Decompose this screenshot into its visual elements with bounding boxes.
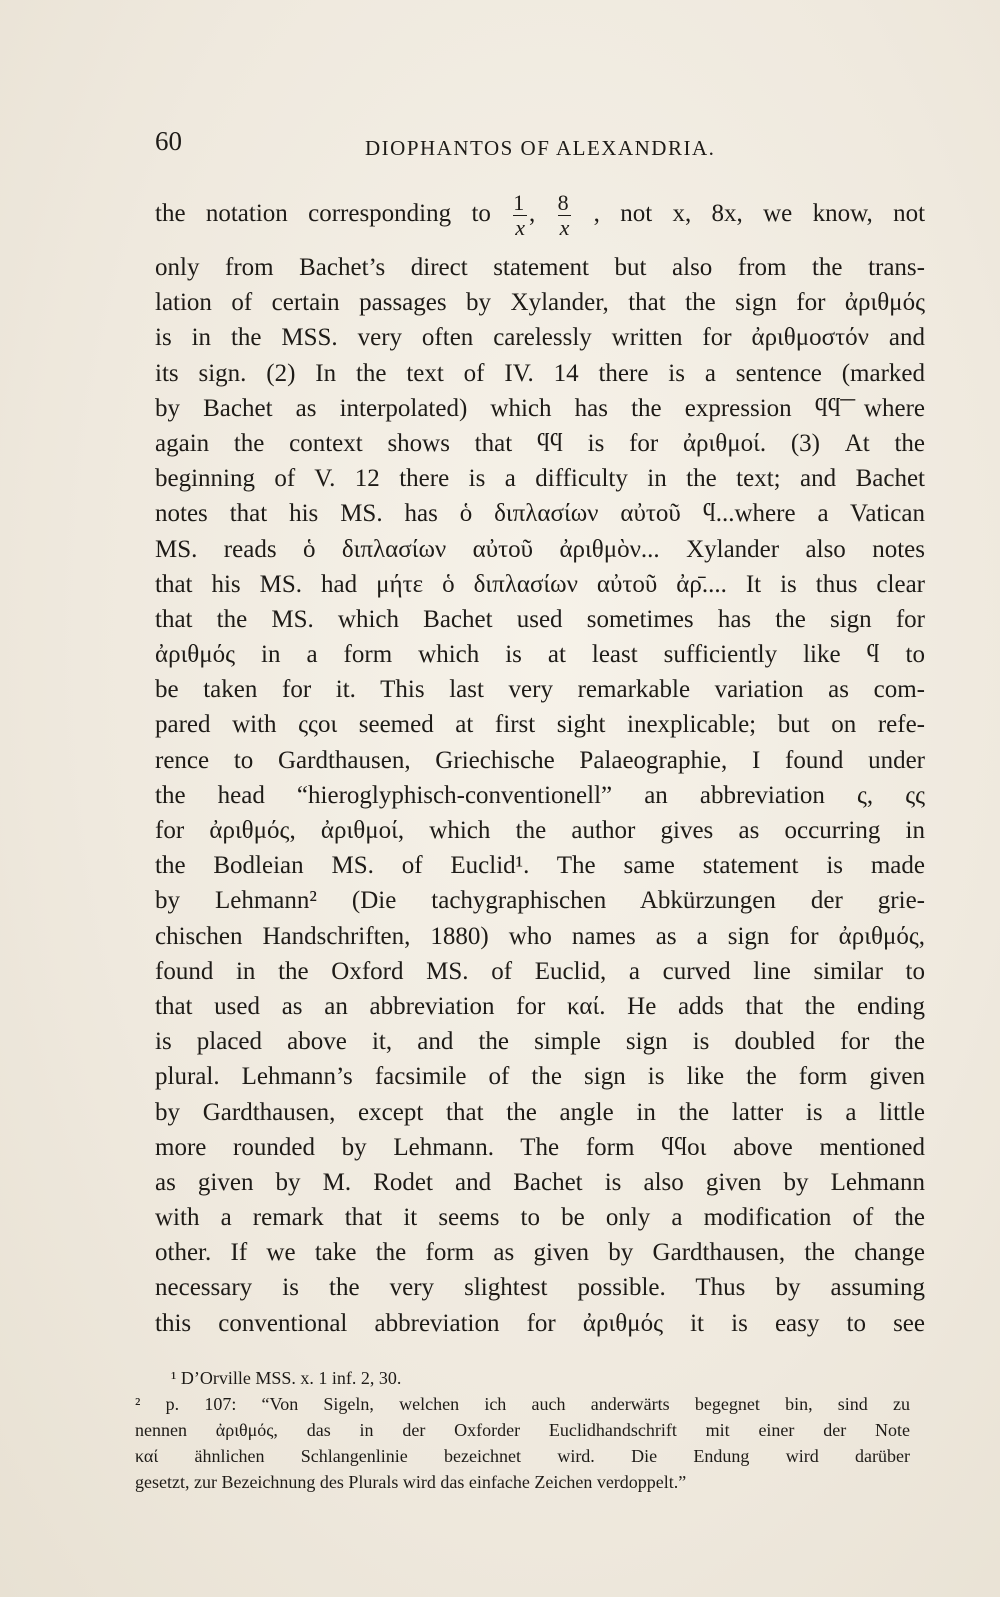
body-line: by Gardthausen, except that the angle in the latter is a little	[155, 1098, 925, 1126]
body-line: this conventional abbreviation for ἀριθμός it is easy to see	[155, 1309, 925, 1337]
first-line-after: , not x, 8x, we know, not	[593, 200, 926, 227]
body-line: rence to Gardthausen, Griechische Palaeographie, I found under	[155, 746, 925, 774]
body-line: the Bodleian MS. of Euclid¹. The same statement is made	[155, 852, 925, 880]
body-line: other. If we take the form as given by Gardthausen, the change	[155, 1239, 925, 1267]
footnote-2-line: καί ähnlichen Schlangenlinie bezeichnet wird. Die Endung wird darüber	[135, 1446, 910, 1466]
body-line: by Bachet as interpolated) which has the expression ϥϥ͞ where	[155, 394, 925, 422]
body-line: chischen Handschriften, 1880) who names as a sign for ἀριθμός,	[155, 922, 925, 950]
footnote-2-line: gesetzt, zur Bezeichnung des Plurals wird das einfache Zeichen verdoppelt.”	[135, 1472, 687, 1492]
body-line: pared with ςςοι seemed at first sight inexplicable; but on refe-	[155, 711, 925, 739]
fraction-eight-over-x	[558, 191, 572, 240]
body-text	[155, 178, 925, 1341]
body-line-first: the notation corresponding to $\frac{1}{x}$ , $\frac{8}{x}$ , not x, 8x, we know, not	[155, 189, 926, 240]
body-line: again the context shows that ϥϥ is for ἀριθμοί. (3) At the	[155, 429, 925, 457]
running-title: DIOPHANTOS OF ALEXANDRIA.	[365, 136, 716, 160]
first-line-before: the notation corresponding to	[155, 200, 491, 227]
footnote-1: ¹ D’Orville MSS. x. 1 inf. 2, 30.	[171, 1368, 402, 1388]
body-line: found in the Oxford MS. of Euclid, a curved line similar to	[155, 957, 925, 985]
body-line: be taken for it. This last very remarkable variation as com-	[155, 676, 925, 704]
body-line: lation of certain passages by Xylander, that the sign for ἀριθμός	[155, 289, 925, 317]
fraction-one-over-x	[513, 191, 527, 240]
fraction-denominator: x	[559, 214, 570, 240]
body-line: that the MS. which Bachet used sometimes has the sign for	[155, 605, 925, 633]
body-lines	[155, 250, 925, 1341]
body-line: more rounded by Lehmann. The form ϥϥοι above mentioned	[155, 1133, 925, 1161]
fraction-denominator: x	[515, 214, 525, 240]
body-line: that his MS. had μήτε ὁ διπλασίων αὐτοῦ ἀρ̄.... It is thus clear	[155, 570, 925, 598]
page-header	[155, 126, 925, 166]
body-line: necessary is the very slightest possible. Thus by assuming	[155, 1274, 925, 1302]
body-line: that used as an abbreviation for καί. He adds that the ending	[155, 992, 925, 1020]
body-line: as given by M. Rodet and Bachet is also given by Lehmann	[155, 1168, 925, 1196]
fraction-numerator: 1	[513, 189, 525, 215]
body-line: with a remark that it seems to be only a modification of the	[155, 1204, 925, 1232]
footnote-2-line: nennen ἀριθμός, das in der Oxforder Euclidhandschrift mit einer der Note	[135, 1420, 910, 1440]
body-line: is placed above it, and the simple sign is doubled for the	[155, 1028, 925, 1056]
body-line: MS. reads ὁ διπλασίων αὐτοῦ ἀριθμὸν... Xylander also notes	[155, 535, 925, 563]
footnote-lines	[135, 1365, 910, 1495]
body-line: plural. Lehmann’s facsimile of the sign is like the form given	[155, 1063, 925, 1091]
body-line: notes that his MS. has ὁ διπλασίων αὐτοῦ ϥ...where a Vatican	[155, 500, 925, 528]
body-line: ἀριθμός in a form which is at least sufficiently like ϥ to	[155, 641, 925, 669]
footnotes	[135, 1365, 910, 1495]
body-line: for ἀριθμός, ἀριθμοί, which the author gives as occurring in	[155, 817, 925, 844]
body-line: its sign. (2) In the text of IV. 14 there is a sentence (marked	[155, 359, 925, 387]
body-line: the head “hieroglyphisch-conventionell” an abbreviation ς, ςς	[155, 781, 925, 809]
body-line: only from Bachet’s direct statement but also from the trans-	[155, 254, 925, 281]
footnote-2-line: ² p. 107: “Von Sigeln, welchen ich auch anderwärts begegnet bin, sind zu	[135, 1394, 910, 1414]
body-line: beginning of V. 12 there is a difficulty in the text; and Bachet	[155, 465, 925, 493]
page-number: 60	[155, 126, 182, 156]
body-line: is in the MSS. very often carelessly written for ἀριθμοστόν and	[155, 324, 925, 352]
fraction-numerator: 8	[557, 189, 569, 215]
body-line: by Lehmann² (Die tachygraphischen Abkürzungen der grie-	[155, 887, 925, 915]
